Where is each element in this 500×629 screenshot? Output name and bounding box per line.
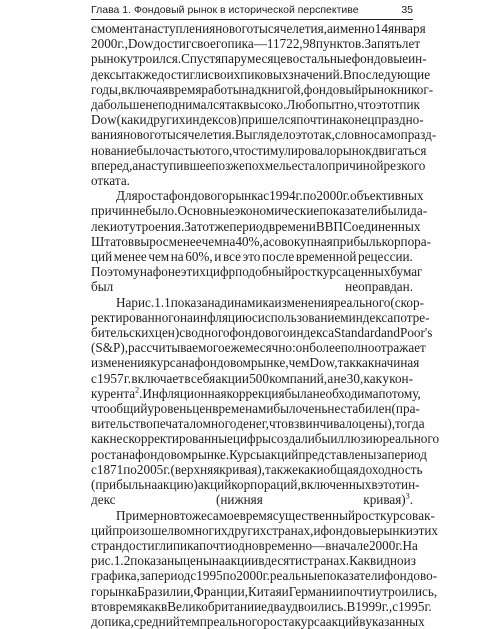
text-line: отката. xyxy=(91,173,413,188)
text-line: (прибыль на акцию) акций корпораций, включенных в этот ин- xyxy=(91,477,413,492)
text-line: Примерно в то же самое время существенный рост курсов ак- xyxy=(91,508,413,523)
text-line: в то время как в Великобритании едва удвоились. В 1999 г., с 1995 г. xyxy=(91,599,413,614)
text-line: до пика, средний темп реального роста курса акций в указанных xyxy=(91,614,413,629)
text-line: графика, за период с 1995 по 2000 г. реальные показатели фондово- xyxy=(91,568,413,583)
text-line: рис. 1.2 показаны цены на акции в десяти странах. Как видно из xyxy=(91,553,413,568)
text-line: изменения курса на фондовом рынке, чем Dow, так как начиная xyxy=(91,355,413,370)
body-text xyxy=(91,21,413,629)
text-line: декс (нижняя кривая)$^3$. xyxy=(91,492,413,507)
paragraph xyxy=(91,295,413,508)
text-line: с 1871 по 2005 г. (верхняя кривая), так же как и общая доходность xyxy=(91,462,413,477)
chapter-title: Глава 1. Фондовый рынок в исторической перспективе xyxy=(91,4,359,17)
text-line: На рис. 1.1 показана динамика изменения реального (скор- xyxy=(91,295,413,310)
text-line: с момента наступления нового тысячелетия, а именно 14 января xyxy=(91,21,413,36)
text-line: да больше не поднимался так высоко. Любопытно, что этот пик xyxy=(91,97,413,112)
text-line: причин не было. Основные экономические показатели были да- xyxy=(91,203,413,218)
text-line: леки от утроения. За тот же период времени ВВП Соединенных xyxy=(91,219,413,234)
text-line: с 1957 г. включает в себя акции 500 компаний, а не 30, как у кон- xyxy=(91,371,413,386)
footnote-marker[interactable]: 2 xyxy=(135,385,139,394)
text-line: что общий уровень цен временами был очень нестабилен (пра- xyxy=(91,401,413,416)
text-line: нование было частью того, что стимулировало рынок двигаться xyxy=(91,143,413,158)
text-line: ций произошел во многих других странах, и фондовые рынки этих xyxy=(91,523,413,538)
text-line: дексы также достигли своих пиковых значений. В последующие xyxy=(91,67,413,82)
text-line: был неоправдан. xyxy=(91,279,413,294)
paragraph xyxy=(91,21,413,188)
text-line: годы, включая время работы над книгой, фондовый рынок никог- xyxy=(91,82,413,97)
text-line: го рынка Бразилии, Франции, Китая и Германии почти утроились, xyxy=(91,584,413,599)
text-line: стран достигли пика почти одновременно — в начале 2000 г. На xyxy=(91,538,413,553)
text-line: ций менее чем на 60%, и все это после временной рецессии. xyxy=(91,249,413,264)
text-line: Поэтому на фоне этих цифр подобный рост курса ценных бумаг xyxy=(91,264,413,279)
text-line: ректированного на инфляцию с использованием индекса потре- xyxy=(91,310,413,325)
paragraph xyxy=(91,508,413,629)
text-line: вительство печатало много денег, что взвинчивало цены), тогда xyxy=(91,416,413,431)
page-number: 35 xyxy=(401,4,413,17)
text-line: вперед, а наступившее позже похмелье стало причиной резкого xyxy=(91,158,413,173)
text-line: роста на фондовом рынке. Курсы акций представлены за период xyxy=(91,447,413,462)
text-line: (S&P), рассчитываемого ежемесячно: он более полно отражает xyxy=(91,340,413,355)
text-line: рынок утроился. Спустя пару месяцев остальные фондовые ин- xyxy=(91,51,413,66)
paragraph xyxy=(91,188,413,294)
text-line: курента$^2$. Инфляционная коррекция была необходима потому, xyxy=(91,386,413,401)
text-line: бительских цен) сводного фондового индекса Standard and Poor's xyxy=(91,325,413,340)
text-line: Для роста фондового рынка с 1994 г. по 2000 г. объективных xyxy=(91,188,413,203)
text-line: 2000 г., Dow достиг своего пика — 11 722,98 пунктов. За пять лет xyxy=(91,36,413,51)
running-header xyxy=(91,3,413,20)
text-line: Штатов вырос менее чем на 40%, а совокупная прибыль корпора- xyxy=(91,234,413,249)
text-line: как нескорректированные цифры создали бы иллюзию реального xyxy=(91,431,413,446)
footnote-marker[interactable]: 3 xyxy=(406,492,410,501)
text-line: вания нового тысячелетия. Выглядело это так, словно само празд- xyxy=(91,127,413,142)
text-line: Dow (как и других индексов) пришелся почти на конец праздно- xyxy=(91,112,413,127)
